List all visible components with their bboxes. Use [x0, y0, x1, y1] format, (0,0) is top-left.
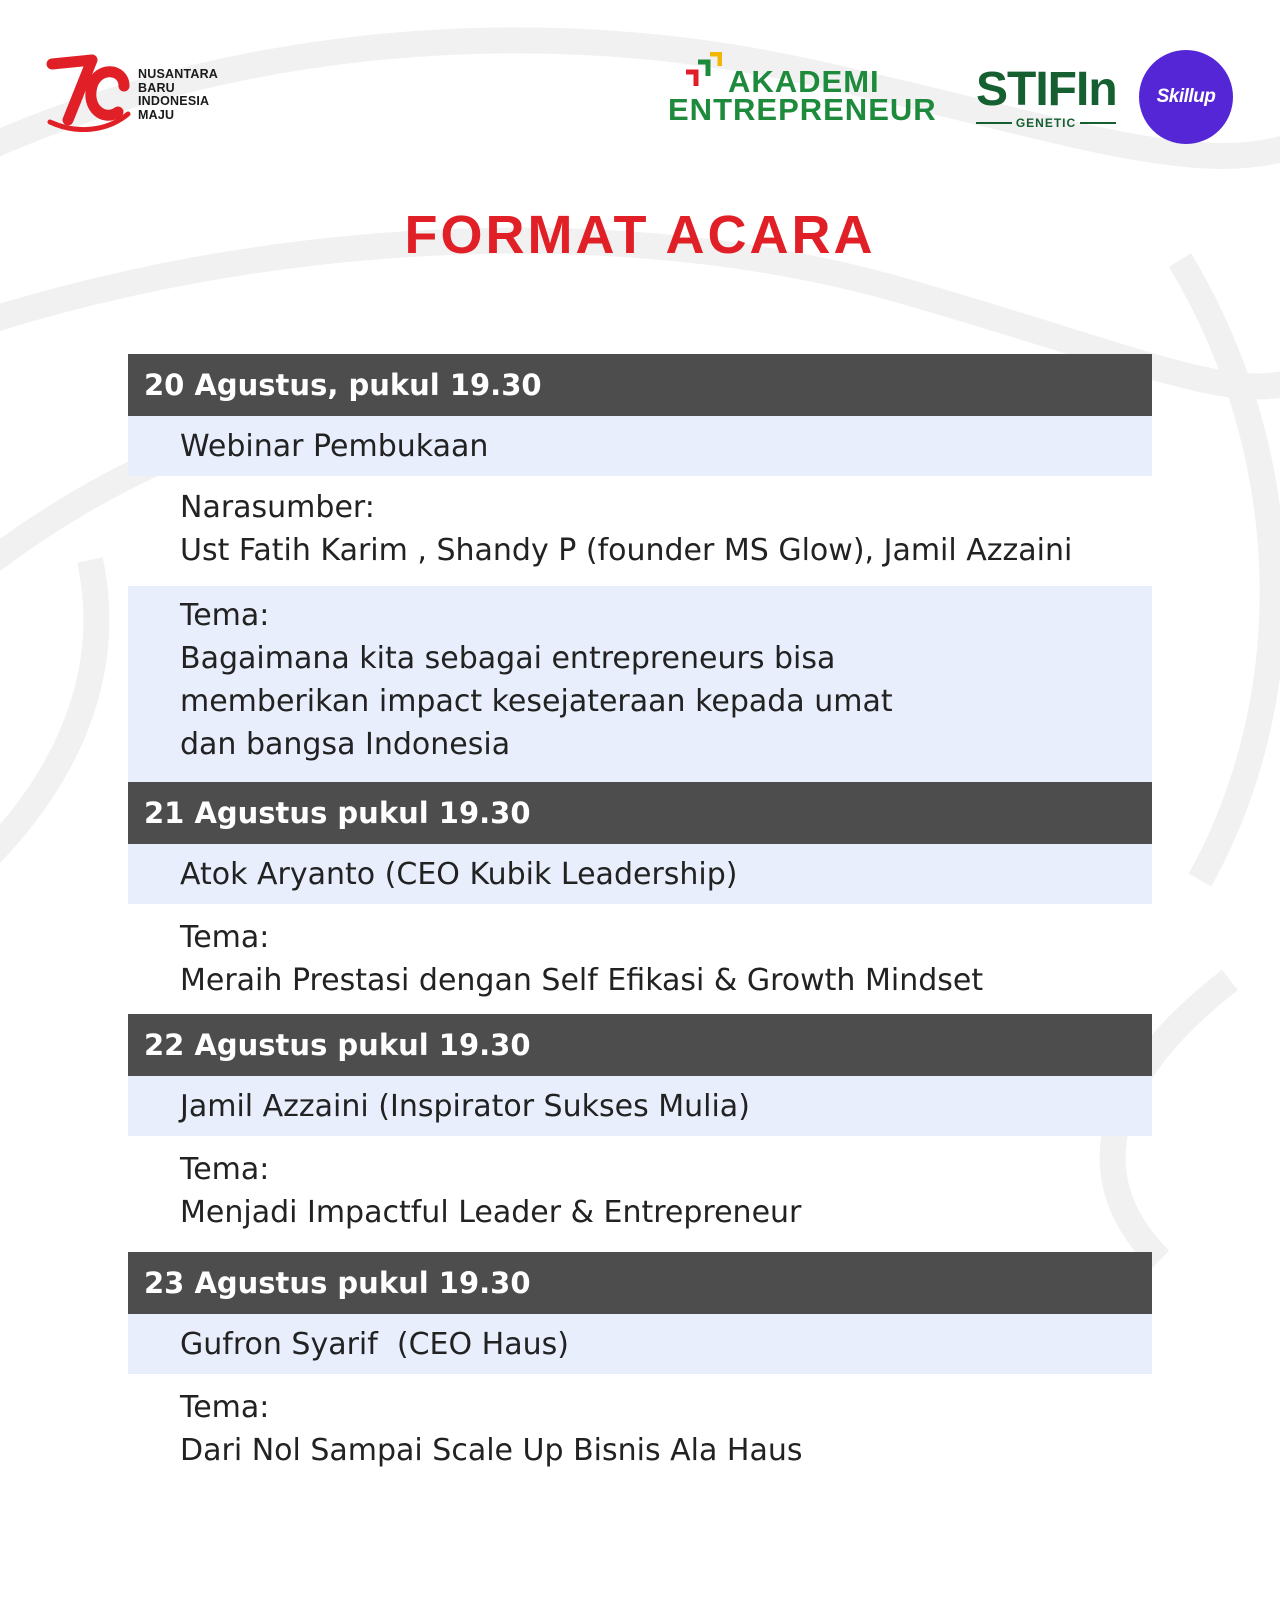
- tagline-line: BARU: [138, 80, 175, 95]
- tagline-line: INDONESIA: [138, 94, 210, 108]
- schedule-date-header: 22 Agustus pukul 19.30: [128, 1014, 1152, 1076]
- akademi-mark-icon: [682, 52, 722, 88]
- theme-text-line: Bagaimana kita sebagai entrepreneurs bisa: [180, 641, 836, 676]
- schedule-date-header: 20 Agustus, pukul 19.30: [128, 354, 1152, 416]
- schedule-date-header: 23 Agustus pukul 19.30: [128, 1252, 1152, 1314]
- stifin-subtitle: [976, 116, 1116, 130]
- anniversary-70-emblem: [46, 52, 132, 132]
- speaker-row: [128, 1076, 1152, 1136]
- tagline-line: NUSANTARA: [138, 67, 219, 81]
- theme-text-line: dan bangsa Indonesia: [180, 727, 511, 762]
- skillup-word: Skillup: [1156, 86, 1216, 107]
- theme-text: Dari Nol Sampai Scale Up Bisnis Ala Haus: [180, 1433, 803, 1468]
- speaker-name: Jamil Azzaini (Inspirator Sukses Mulia): [180, 1088, 750, 1124]
- theme-label: Tema:: [180, 598, 270, 633]
- event-schedule: [128, 354, 1152, 1484]
- genetic-word: GENETIC: [1015, 116, 1077, 130]
- theme-row: [128, 1136, 1152, 1252]
- anniversary-tagline: [138, 68, 218, 122]
- theme-label: Tema:: [180, 1152, 270, 1187]
- entrepreneur-word: ENTREPRENEUR: [668, 92, 937, 127]
- stifin-genetic-logo: [976, 63, 1117, 134]
- theme-text-line: memberikan impact kesejateraan kepada umat: [180, 684, 893, 719]
- divider: [976, 122, 1012, 124]
- theme-text: Menjadi Impactful Leader & Entrepreneur: [180, 1195, 802, 1230]
- anniversary-70-logo: [46, 52, 236, 132]
- schedule-date-header: 21 Agustus pukul 19.30: [128, 782, 1152, 844]
- akademi-word: AKADEMI: [728, 64, 880, 99]
- speakers-text: Ust Fatih Karim , Shandy P (founder MS Glow), Jamil Azzaini: [180, 533, 1073, 568]
- theme-label: Tema:: [180, 920, 270, 955]
- speaker-name: Gufron Syarif (CEO Haus): [180, 1326, 569, 1362]
- divider: [1080, 122, 1116, 124]
- speaker-row: [128, 844, 1152, 904]
- theme-row: [128, 1374, 1152, 1484]
- theme-text: Meraih Prestasi dengan Self Efikasi & Growth Mindset: [180, 963, 984, 998]
- page-title: FORMAT ACARA: [404, 205, 876, 265]
- skillup-logo: [1139, 50, 1233, 144]
- event-title-row: [128, 416, 1152, 476]
- theme-label: Tema:: [180, 1390, 270, 1425]
- speakers-row: [128, 476, 1152, 586]
- stifin-word: STIFIn: [976, 63, 1117, 116]
- tagline-line: MAJU: [138, 107, 175, 122]
- event-title: Webinar Pembukaan: [180, 428, 489, 464]
- akademi-entrepreneur-logo: [668, 52, 948, 132]
- theme-row: [128, 904, 1152, 1014]
- speakers-label: Narasumber:: [180, 490, 375, 525]
- speaker-name: Atok Aryanto (CEO Kubik Leadership): [180, 856, 738, 892]
- theme-row: [128, 586, 1152, 782]
- speaker-row: [128, 1314, 1152, 1374]
